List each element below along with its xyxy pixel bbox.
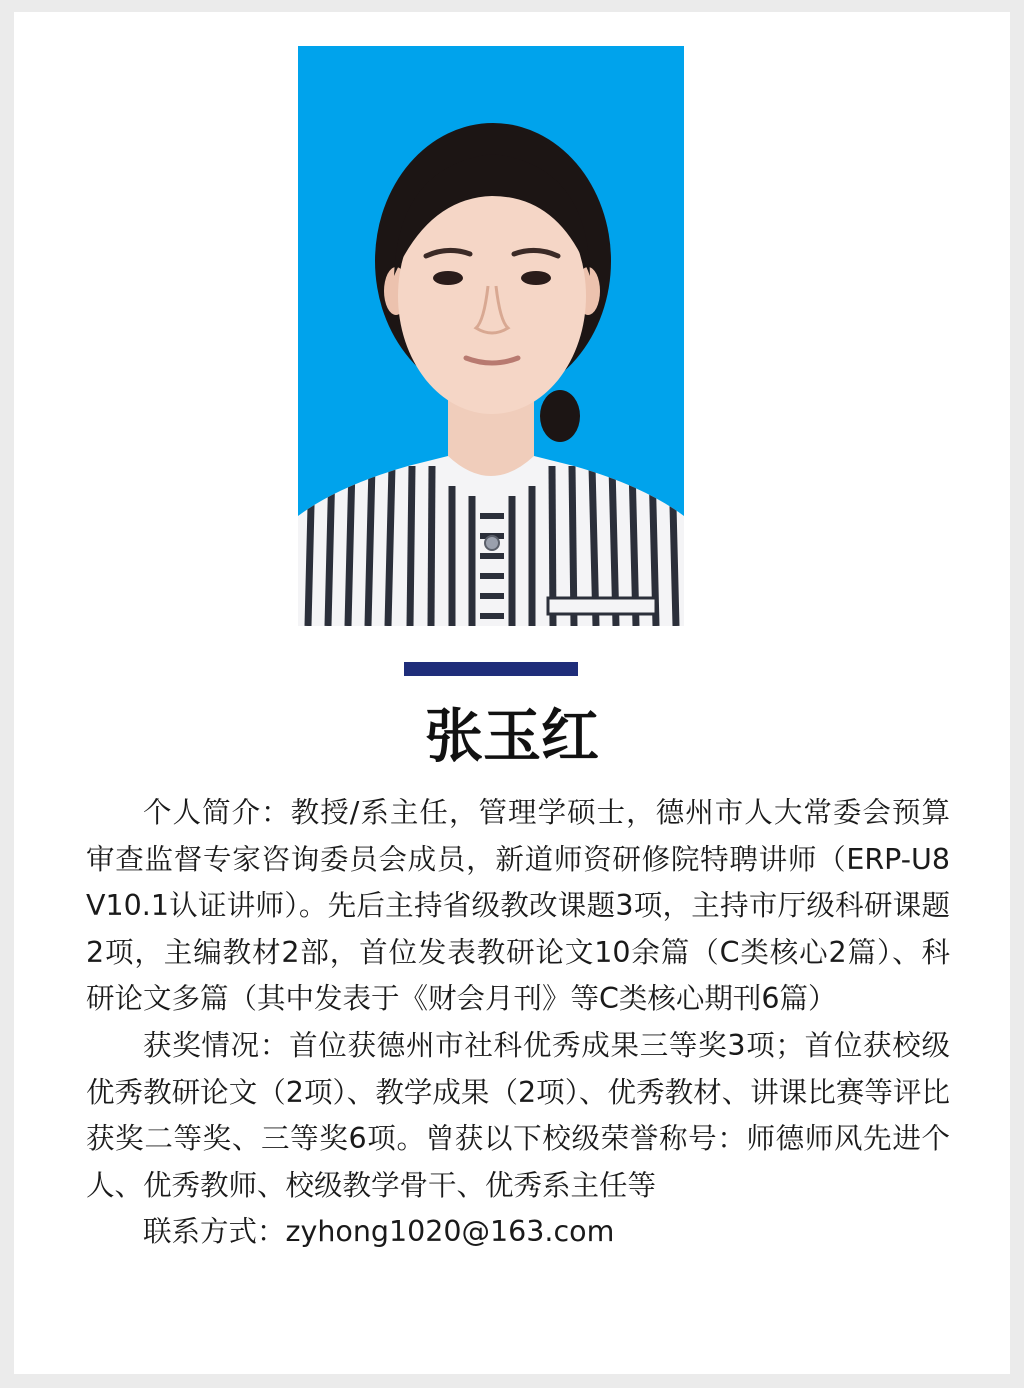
- intro-paragraph: 个人简介：教授/系主任，管理学硕士，德州市人大常委会预算审查监督专家咨询委员会成员，新道师资研修院特聘讲师（ERP-U8V10.1认证讲师）。先后主持省级教改课题3项，主持市厅级科研课题2项，主编教材2部，首位发表教研论文10余篇（C类核心2篇）、科研论文多篇（其中发表于《财会月刊》等C类核心期刊6篇）: [86, 796, 950, 1016]
- biography: [86, 790, 950, 1256]
- person-name: 张玉红: [424, 702, 599, 770]
- contact-paragraph: 联系方式：zyhong1020@163.com: [143, 1215, 615, 1249]
- portrait-illustration: [298, 46, 684, 626]
- portrait-photo: [298, 46, 684, 626]
- awards-paragraph: 获奖情况：首位获德州市社科优秀成果三等奖3项；首位获校级优秀教研论文（2项）、教学成果（2项）、优秀教材、讲课比赛等评比获奖二等奖、三等奖6项。曾获以下校级荣誉称号：师德师风先进个人、优秀教师、校级教学骨干、优秀系主任等: [86, 1028, 950, 1202]
- accent-bar: [404, 662, 578, 676]
- profile-card: [14, 12, 1010, 1374]
